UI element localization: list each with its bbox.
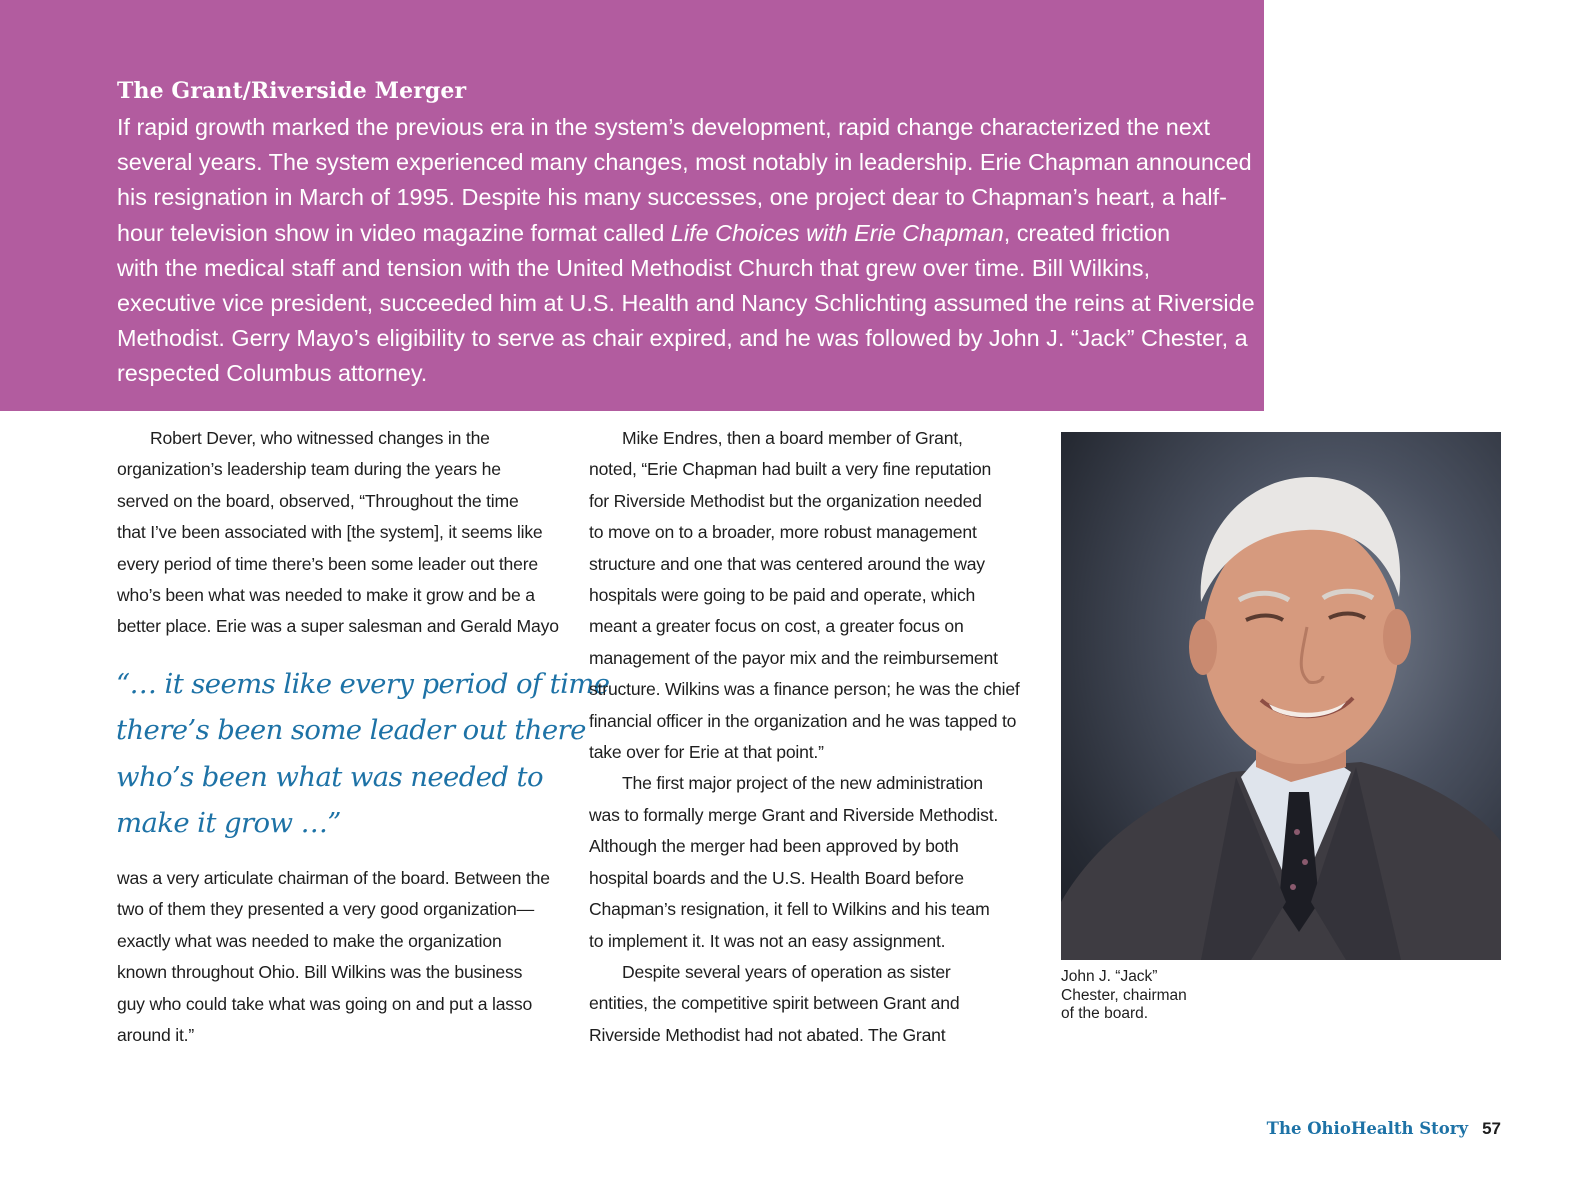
body-line: hospitals were going to be paid and operate, which [589, 585, 976, 606]
page-footer [1200, 1119, 1501, 1139]
pull-quote-line: there’s been some leader out there [116, 714, 586, 747]
body-line: for Riverside Methodist but the organization needed [589, 490, 982, 511]
body-line: structure and one that was centered around the way [589, 553, 985, 574]
body-line: exactly what was needed to make the organization [117, 930, 502, 951]
body-line: financial officer in the organization and he was tapped to [589, 710, 1017, 731]
column-1-bottom [117, 863, 567, 1051]
pull-quote-line: make it grow …” [116, 807, 341, 840]
body-line: meant a greater focus on cost, a greater focus on [589, 616, 964, 637]
body-line: The first major project of the new administration [622, 773, 983, 794]
section-heading: The Grant/Riverside Merger [117, 78, 467, 104]
intro-line: several years. The system experienced many changes, most notably in leadership. Erie Chapman announced [117, 149, 1252, 176]
page-number: 57 [1482, 1119, 1501, 1138]
body-line: organization’s leadership team during the years he [117, 459, 501, 480]
intro-line: Methodist. Gerry Mayo’s eligibility to serve as chair expired, and he was followed by John J. “Jack” Chester, a [117, 325, 1248, 352]
body-line: structure. Wilkins was a finance person; he was the chief [589, 679, 1020, 700]
body-line: Robert Dever, who witnessed changes in the [150, 428, 490, 448]
intro-line-text: hour television show in video magazine format called [117, 219, 671, 246]
body-line: entities, the competitive spirit between Grant and [589, 993, 960, 1014]
body-line: to implement it. It was not an easy assignment. [589, 930, 946, 951]
pull-quote [116, 661, 610, 847]
body-line: guy who could take what was going on and put a lasso [117, 993, 533, 1014]
body-line: Chapman’s resignation, it fell to Wilkins and his team [589, 899, 990, 920]
body-line: Mike Endres, then a board member of Grant, [622, 428, 963, 448]
body-line: to move on to a broader, more robust management [589, 522, 977, 543]
caption-line: Chester, chairman [1061, 986, 1187, 1004]
body-line: hospital boards and the U.S. Health Board before [589, 867, 964, 888]
body-line: noted, “Erie Chapman had built a very fine reputation [589, 459, 992, 480]
body-line: who’s been what was needed to make it grow and be a [117, 585, 535, 606]
portrait-photo [1061, 432, 1501, 960]
photo-caption [1061, 968, 1261, 1024]
caption-line: of the board. [1061, 1005, 1149, 1022]
intro-line [117, 216, 1227, 251]
intro-line-text: , created friction [1003, 219, 1171, 246]
show-title: Life Choices with Erie Chapman [670, 219, 1004, 246]
running-title: The OhioHealth Story [1266, 1119, 1469, 1138]
body-line: every period of time there’s been some leader out there [117, 553, 538, 574]
body-line: was a very articulate chairman of the board. Between the [117, 868, 550, 888]
body-line: was to formally merge Grant and Riverside Methodist. [589, 804, 999, 825]
body-line: that I’ve been associated with [the system], it seems like [117, 522, 543, 543]
pull-quote-line: “… it seems like every period of time [116, 668, 610, 700]
body-line: better place. Erie was a super salesman and Gerald Mayo [117, 616, 559, 637]
intro-line: his resignation in March of 1995. Despite his many successes, one project dear to Chapman’s heart, a half- [117, 184, 1227, 211]
intro-line: with the medical staff and tension with the United Methodist Church that grew over time. Bill Wilkins, [117, 254, 1151, 281]
body-line: Although the merger had been approved by both [589, 836, 959, 857]
intro-paragraph [117, 110, 1255, 392]
body-line: around it.” [117, 1025, 195, 1046]
body-line: served on the board, observed, “Throughout the time [117, 490, 519, 511]
intro-line: executive vice president, succeeded him at U.S. Health and Nancy Schlichting assumed the reins at Riverside [117, 290, 1255, 317]
pull-quote-line: who’s been what was needed to [116, 760, 543, 793]
body-line: Riverside Methodist had not abated. The Grant [589, 1024, 946, 1045]
body-line: take over for Erie at that point.” [589, 742, 824, 763]
portrait-illustration [1061, 432, 1501, 960]
body-line: two of them they presented a very good organization— [117, 899, 534, 920]
intro-line: respected Columbus attorney. [117, 360, 428, 387]
body-line: Despite several years of operation as sister [622, 961, 951, 982]
body-line: management of the payor mix and the reimbursement [589, 647, 998, 668]
intro-line: If rapid growth marked the previous era in the system’s development, rapid change characterized the next [117, 114, 1211, 140]
caption-line: John J. “Jack” [1061, 968, 1158, 985]
column-2 [589, 423, 1039, 1051]
body-line: known throughout Ohio. Bill Wilkins was the business [117, 962, 523, 983]
column-1-top [117, 423, 567, 643]
